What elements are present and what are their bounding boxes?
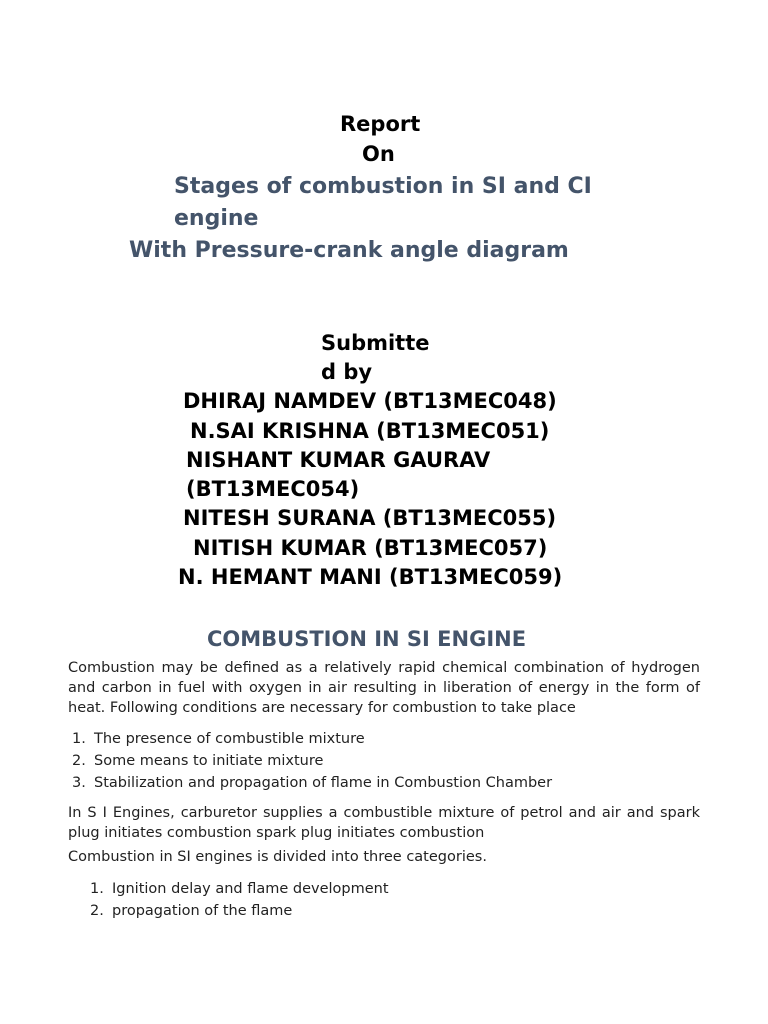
- report-title-line-1: Stages of combustion in SI and CI: [174, 174, 592, 199]
- member-hemant: N. HEMANT MANI (BT13MEC059): [178, 565, 563, 589]
- member-nitesh: NITESH SURANA (BT13MEC055): [183, 506, 557, 530]
- conditions-list: [72, 728, 552, 794]
- report-title-line-2: engine: [174, 206, 259, 231]
- report-label: Report: [340, 112, 421, 136]
- on-label: On: [362, 142, 395, 166]
- intro-paragraph: Combustion may be defined as a relatively rapid chemical combination of hydrogen and carbon in fuel with oxygen in air resulting in liberation of energy in the form of heat. Following conditions are necessary for combustion to take place: [68, 660, 700, 716]
- list-item: [90, 878, 389, 900]
- list-text: propagation of the flame: [112, 903, 293, 919]
- section-heading: COMBUSTION IN SI ENGINE: [207, 627, 527, 651]
- categories-list: [90, 878, 389, 922]
- si-engines-paragraph: In S I Engines, carburetor supplies a combustible mixture of petrol and air and spark plug initiates combustion spark plug initiates combustion: [68, 805, 700, 841]
- member-sai-krishna: N.SAI KRISHNA (BT13MEC051): [190, 419, 550, 443]
- member-nishant-id: (BT13MEC054): [186, 477, 360, 501]
- list-item: [72, 728, 552, 750]
- list-item: [72, 750, 552, 772]
- list-item: [90, 900, 389, 922]
- member-dhiraj: DHIRAJ NAMDEV (BT13MEC048): [183, 389, 557, 413]
- categories-intro: Combustion in SI engines is divided into three categories.: [68, 849, 487, 865]
- list-item: [72, 772, 552, 794]
- submitted-by-line-2: d by: [321, 360, 373, 384]
- list-number: 1.: [90, 881, 104, 897]
- list-number: 1.: [72, 731, 86, 747]
- list-number: 3.: [72, 775, 86, 791]
- list-text: Some means to initiate mixture: [94, 753, 324, 769]
- list-text: The presence of combustible mixture: [94, 731, 365, 747]
- list-text: Ignition delay and flame development: [112, 881, 389, 897]
- report-title-line-3: With Pressure-crank angle diagram: [129, 238, 569, 263]
- submitted-by-line-1: Submitte: [321, 331, 430, 355]
- member-nishant-name: NISHANT KUMAR GAURAV: [186, 448, 491, 472]
- list-text: Stabilization and propagation of flame in Combustion Chamber: [94, 775, 553, 791]
- list-number: 2.: [90, 903, 104, 919]
- member-nitish: NITISH KUMAR (BT13MEC057): [193, 536, 548, 560]
- list-number: 2.: [72, 753, 86, 769]
